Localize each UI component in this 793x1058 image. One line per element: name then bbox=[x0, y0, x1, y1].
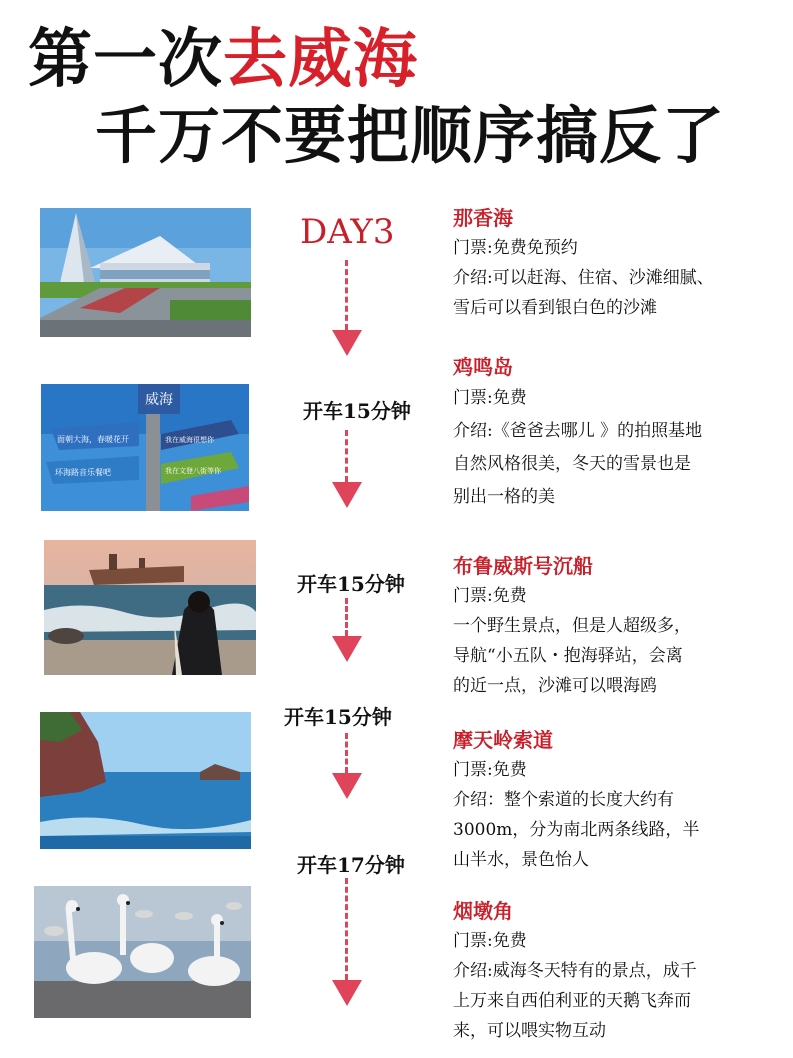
spot-motianling bbox=[453, 725, 783, 875]
spot-intro: 介绍:可以赶海、住宿、沙滩细腻、 bbox=[453, 268, 714, 288]
timeline-arrow bbox=[332, 330, 362, 356]
timeline-arrow bbox=[332, 636, 362, 662]
spot-intro: 来，可以喂实物互动 bbox=[453, 1021, 606, 1041]
spot-intro: 导航“小五队・抱海驿站，会离 bbox=[453, 646, 683, 666]
sign-board-1: 面朝大海，春暖花开 bbox=[57, 435, 129, 444]
photo-jimingdao bbox=[41, 384, 249, 511]
spot-intro: 介绍:威海冬天特有的景点，成千 bbox=[453, 961, 697, 981]
drive-time: 开车15分钟 bbox=[297, 572, 405, 596]
spot-intro: 的近一点，沙滩可以喂海鸥 bbox=[453, 676, 657, 696]
spot-name: 摩天岭索道 bbox=[453, 728, 553, 752]
spot-intro: 一个野生景点，但是人超级多， bbox=[453, 616, 691, 636]
day-label: DAY3 bbox=[300, 212, 395, 252]
spot-intro: 别出一格的美 bbox=[453, 487, 555, 507]
spot-intro: 介绍:《爸爸去哪儿 》的拍照基地 bbox=[453, 421, 703, 441]
spot-naxianghai bbox=[453, 203, 783, 323]
spot-ticket: 门票:免费 bbox=[453, 931, 527, 951]
timeline-arrow bbox=[332, 773, 362, 799]
drive-time: 开车17分钟 bbox=[297, 853, 405, 877]
timeline-line bbox=[345, 733, 348, 773]
page-title bbox=[28, 24, 418, 96]
sign-board-2: 我在威海很想你 bbox=[165, 436, 214, 444]
title-prefix: 第一次 bbox=[28, 23, 223, 97]
photo-yandunjiao bbox=[34, 886, 251, 1018]
timeline-line bbox=[345, 430, 348, 482]
sign-board-4: 我在文登八街等你 bbox=[165, 467, 221, 475]
spot-intro: 雪后可以看到银白色的沙滩 bbox=[453, 298, 657, 318]
spot-intro: 介绍：整个索道的长度大约有 bbox=[453, 790, 674, 810]
spot-ticket: 门票:免费 bbox=[453, 388, 527, 408]
photo-naxianghai bbox=[40, 208, 251, 337]
sign-board-3: 环海路音乐餐吧 bbox=[55, 468, 111, 477]
timeline-line bbox=[345, 878, 348, 980]
spot-shipwreck bbox=[453, 551, 783, 701]
spot-jimingdao bbox=[453, 352, 783, 514]
spot-intro: 3000m，分为南北两条线路，半 bbox=[453, 820, 700, 840]
photo-shipwreck bbox=[44, 540, 256, 675]
spot-intro: 上万来自西伯利亚的天鹅飞奔而 bbox=[453, 991, 691, 1011]
spot-intro: 山半水，景色怡人 bbox=[453, 850, 589, 870]
drive-time: 开车15分钟 bbox=[303, 399, 411, 423]
spot-yandunjiao bbox=[453, 896, 783, 1046]
drive-time: 开车15分钟 bbox=[284, 705, 392, 729]
timeline-arrow bbox=[332, 482, 362, 508]
page-subtitle: 千万不要把顺序搞反了 bbox=[95, 99, 726, 172]
timeline-line bbox=[345, 260, 348, 330]
photo-motianling bbox=[40, 712, 251, 849]
sign-top-text: 威海 bbox=[145, 392, 173, 408]
spot-name: 那香海 bbox=[453, 206, 513, 230]
spot-name: 烟墩角 bbox=[453, 899, 513, 923]
timeline-arrow bbox=[332, 980, 362, 1006]
spot-name: 鸡鸣岛 bbox=[453, 355, 513, 379]
spot-ticket: 门票:免费免预约 bbox=[453, 238, 578, 258]
spot-name: 布鲁威斯号沉船 bbox=[453, 554, 593, 578]
timeline-line bbox=[345, 598, 348, 636]
spot-ticket: 门票:免费 bbox=[453, 586, 527, 606]
spot-intro: 自然风格很美，冬天的雪景也是 bbox=[453, 454, 691, 474]
title-highlight: 去威海 bbox=[223, 23, 418, 97]
spot-ticket: 门票:免费 bbox=[453, 760, 527, 780]
